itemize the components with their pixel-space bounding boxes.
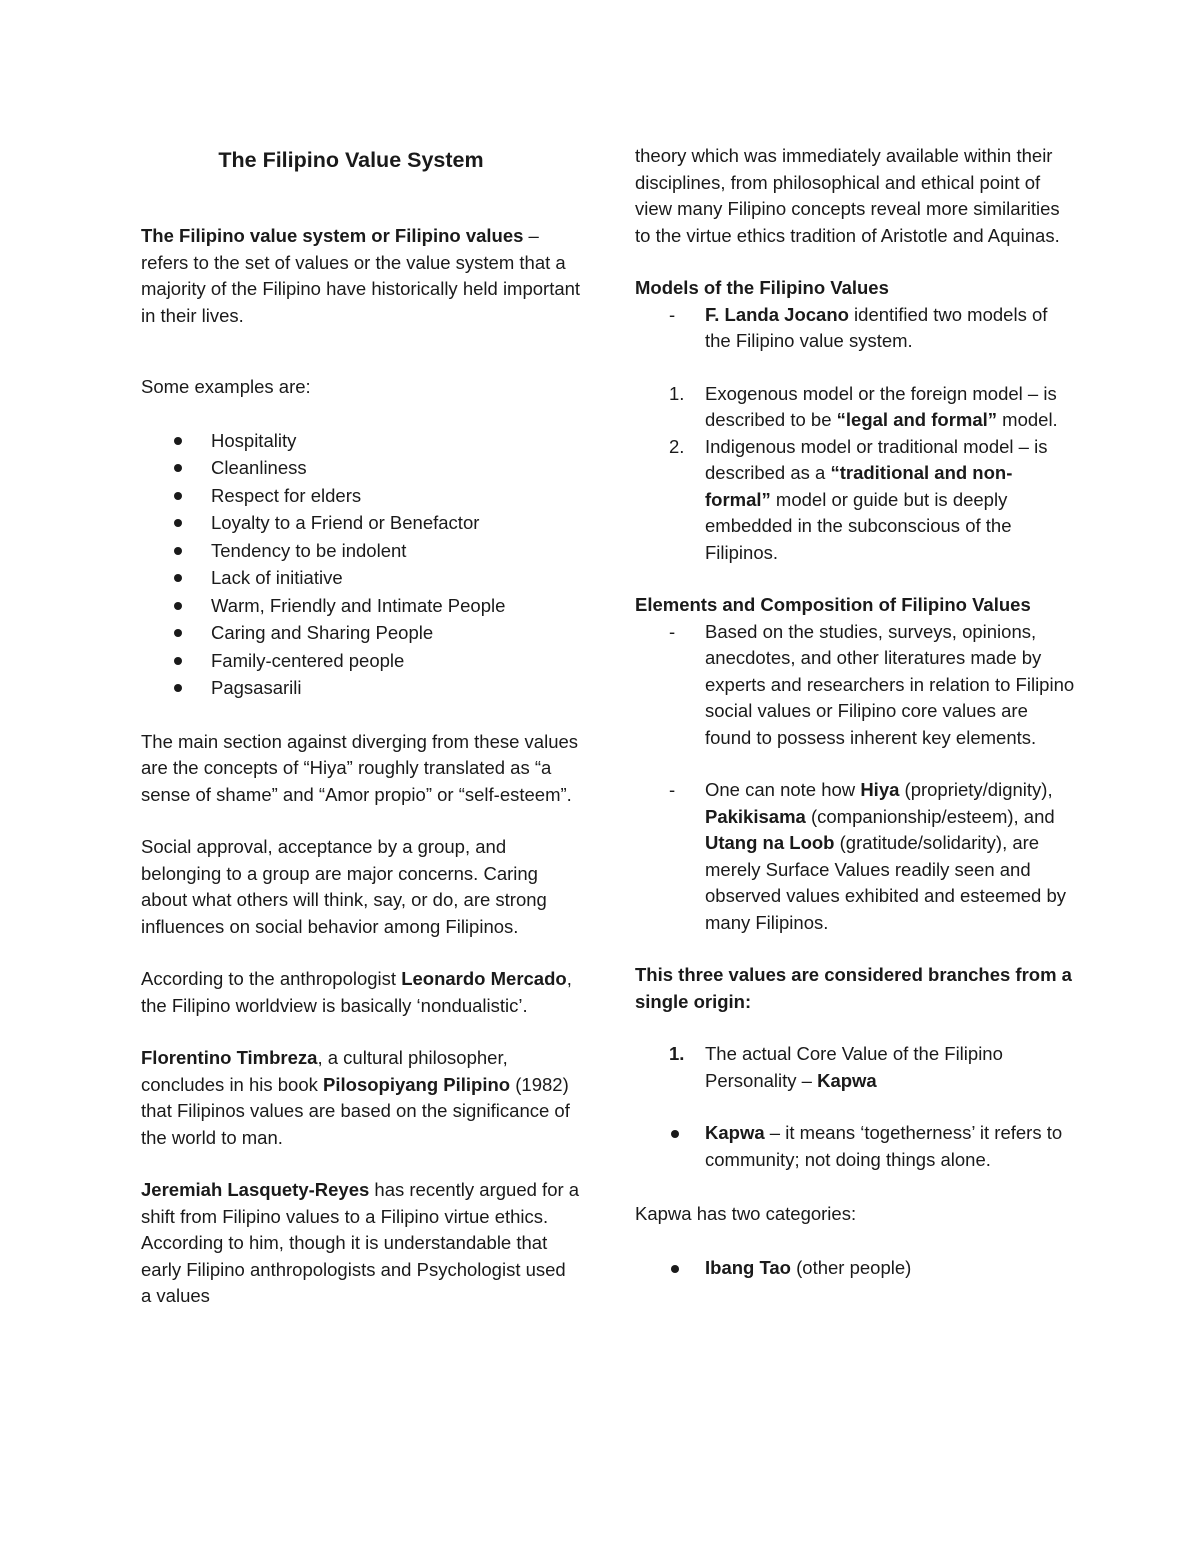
- list-number: 1.: [669, 382, 685, 404]
- mercado-name: Leonardo Mercado: [401, 968, 567, 989]
- list-item: Pagsasarili: [141, 674, 581, 702]
- models-heading: Models of the Filipino Values: [635, 277, 889, 298]
- list-number: 2.: [669, 435, 685, 457]
- dash-marker: -: [669, 303, 676, 325]
- bullet-icon: [671, 1265, 679, 1273]
- list-item: Hospitality: [141, 427, 581, 455]
- categories-intro: Kapwa has two categories:: [635, 1203, 857, 1224]
- kapwa-item: Kapwa – it means ‘togetherness’ it refers to community; not doing things alone.: [635, 1120, 1075, 1173]
- dash-marker: -: [669, 779, 676, 800]
- definition-text: – refers to the set of values or the value system that a majority of the Filipino have historically held important in their lives.: [141, 225, 581, 326]
- social-approval-paragraph: Social approval, acceptance by a group, and belonging to a group are major concerns. Caring about what others will think, say, or do, are strong influences on social behavior among Filipinos.: [141, 836, 547, 937]
- bullet-icon: [174, 547, 182, 555]
- list-item: Family-centered people: [141, 647, 581, 675]
- list-item: Cleanliness: [141, 454, 581, 482]
- list-item: Lack of initiative: [141, 564, 581, 592]
- right-column: [635, 143, 1075, 1281]
- category-item: Ibang Tao (other people): [635, 1255, 1075, 1282]
- list-item: Respect for elders: [141, 482, 581, 510]
- core-value-item: 1. The actual Core Value of the Filipino Personality – Kapwa: [669, 1043, 1003, 1091]
- dash-marker: -: [669, 620, 676, 642]
- elements-item-2: - One can note how Hiya (propriety/dignity), Pakikisama (companionship/esteem), and Utang na Loob (gratitude/solidarity), are merely Surface Values readily seen and observed values exhibited and esteemed by many Filipinos.: [669, 779, 1066, 933]
- reyes-name: Jeremiah Lasquety-Reyes: [141, 1179, 370, 1200]
- bullet-icon: [174, 519, 182, 527]
- bullet-icon: [174, 684, 182, 692]
- bullet-icon: [671, 1130, 679, 1138]
- examples-intro: Some examples are:: [141, 376, 311, 397]
- model-exogenous: 1. Exogenous model or the foreign model – is described to be “legal and formal” model.: [669, 382, 1058, 430]
- branches-heading: This three values are considered branches from a single origin:: [635, 964, 1072, 1012]
- bullet-icon: [174, 629, 182, 637]
- list-item: Warm, Friendly and Intimate People: [141, 592, 581, 620]
- model-indigenous: 2. Indigenous model or traditional model – is described as a “traditional and non-formal” model or guide but is deeply embedded in the subconscious of the Filipinos.: [669, 435, 1048, 563]
- definition-term: The Filipino value system or Filipino values: [141, 225, 524, 246]
- bullet-icon: [174, 574, 182, 582]
- list-item: Caring and Sharing People: [141, 619, 581, 647]
- bullet-icon: [174, 437, 182, 445]
- list-item: Tendency to be indolent: [141, 537, 581, 565]
- timbreza-paragraph: Florentino Timbreza, a cultural philosopher, concludes in his book Pilosopiyang Pilipino (1982) that Filipinos values are based on the significance of the world to man.: [141, 1047, 570, 1148]
- list-item: Loyalty to a Friend or Benefactor: [141, 509, 581, 537]
- reyes-paragraph: Jeremiah Lasquety-Reyes has recently argued for a shift from Filipino values to a Filipino virtue ethics. According to him, though it is understandable that early Filipino anthropologists and Psychologist used a values: [141, 1179, 580, 1306]
- continued-paragraph: theory which was immediately available within their disciplines, from philosophical and ethical point of view many Filipino concepts reveal more similarities to the virtue ethics tradition of Aristotle and Aquinas.: [635, 145, 1060, 246]
- bullet-icon: [174, 602, 182, 610]
- timbreza-name: Florentino Timbreza: [141, 1047, 318, 1068]
- jocano-name: F. Landa Jocano: [705, 303, 849, 325]
- bullet-icon: [174, 657, 182, 665]
- left-column: [141, 143, 581, 1310]
- mercado-paragraph: According to the anthropologist Leonardo Mercado, the Filipino worldview is basically ‘nondualistic’.: [141, 968, 572, 1016]
- elements-heading: Elements and Composition of Filipino Values: [635, 594, 1031, 615]
- book-title: Pilosopiyang Pilipino: [323, 1073, 511, 1095]
- models-item: - F. Landa Jocano identified two models of the Filipino value system.: [669, 303, 1048, 351]
- page-title: The Filipino Value System: [218, 148, 484, 172]
- hiya-paragraph: The main section against diverging from these values are the concepts of “Hiya” roughly translated as “a sense of shame” and “Amor propio” or “self-esteem”.: [141, 730, 579, 805]
- bullet-icon: [174, 492, 182, 500]
- list-number: 1.: [669, 1043, 685, 1064]
- examples-list: [141, 427, 581, 702]
- definition-paragraph: [141, 223, 581, 329]
- elements-item-1: - Based on the studies, surveys, opinions, anecdotes, and other literatures made by experts and researchers in relation to Filipino social values or Filipino core values are found to possess inherent key elements.: [669, 620, 1075, 748]
- bullet-icon: [174, 464, 182, 472]
